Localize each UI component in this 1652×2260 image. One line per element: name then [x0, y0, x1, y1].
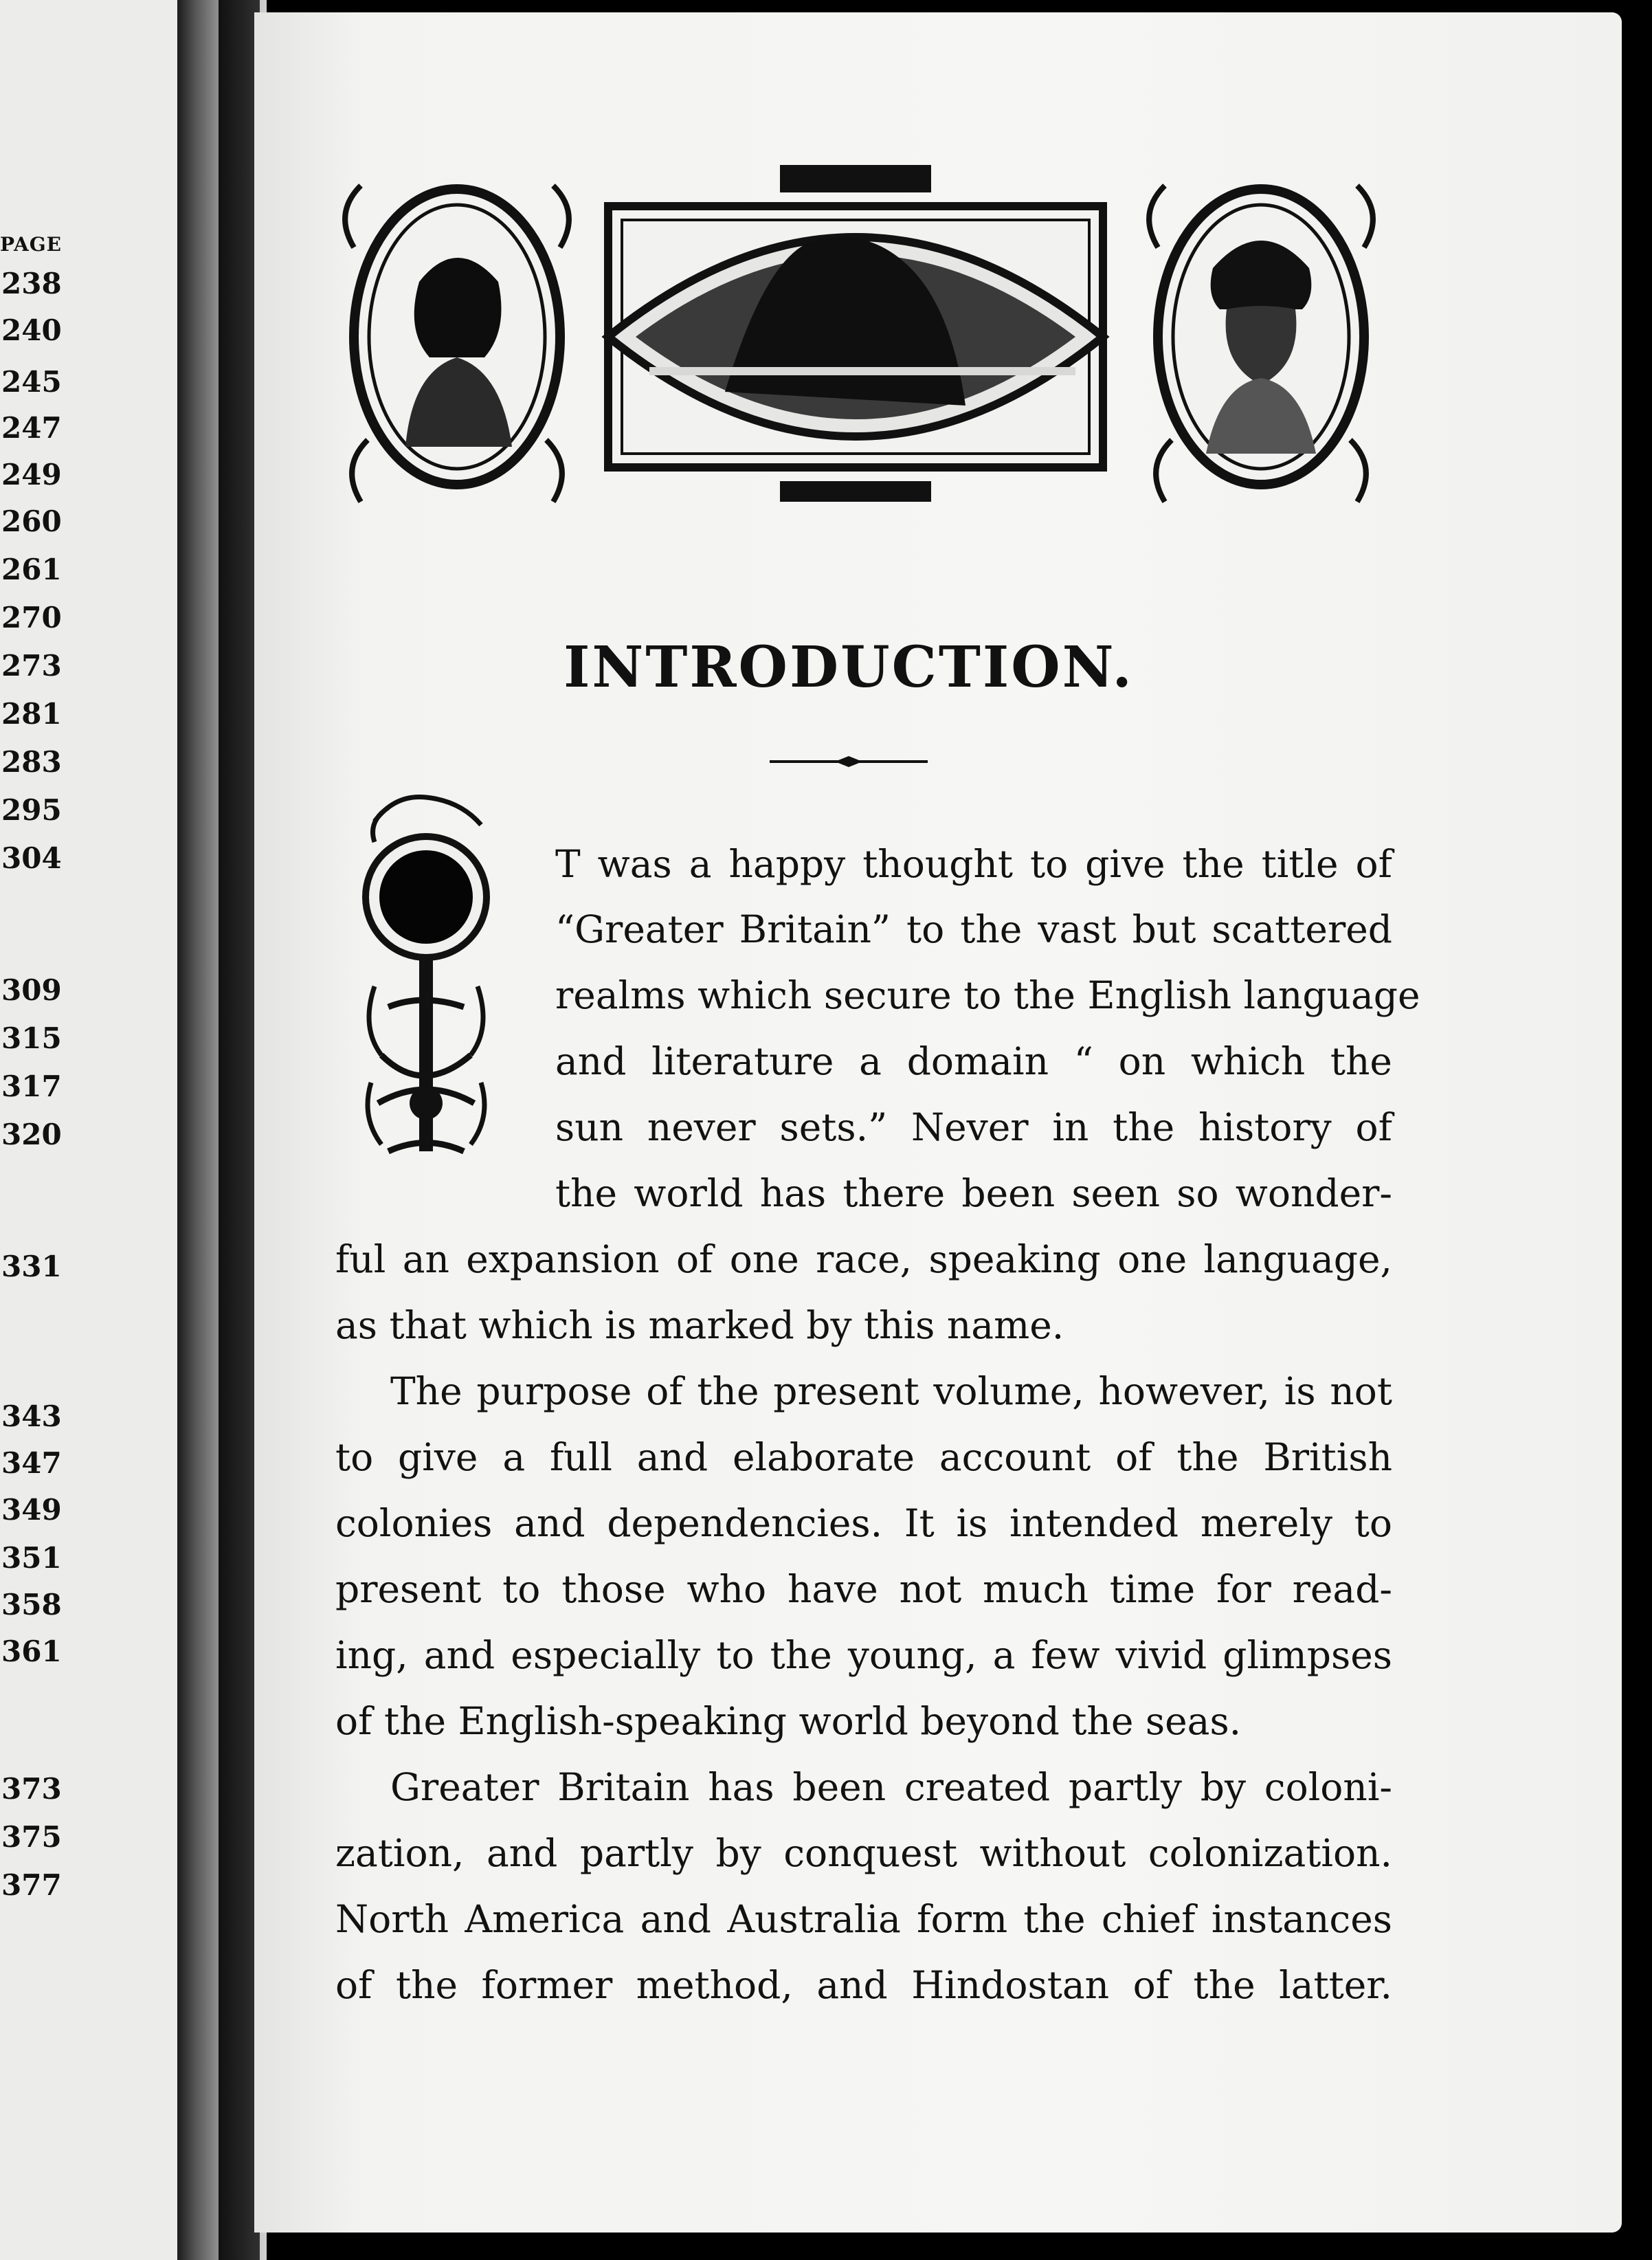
page-number: 358: [1, 1588, 62, 1621]
text-line: the world has there been seen so wonder-: [555, 1171, 1392, 1215]
page-number: 349: [1, 1493, 62, 1527]
text-line: North America and Australia form the chief instances: [335, 1897, 1392, 1941]
page-number: 247: [1, 411, 62, 445]
text-line: Greater Britain has been created partly by coloni-: [390, 1765, 1392, 1809]
page-number: 270: [1, 601, 62, 634]
central-landscape-vignette: [608, 165, 1103, 502]
page-number: 315: [1, 1021, 62, 1055]
page-number: 249: [1, 458, 62, 491]
text-line: and literature a domain “ on which the: [555, 1039, 1392, 1083]
right-portrait-medallion: [1149, 186, 1373, 502]
gutter-shadow: [219, 0, 260, 2260]
previous-page-edge: [0, 0, 177, 2260]
page-number: 261: [1, 553, 62, 586]
chapter-title: INTRODUCTION.: [563, 634, 1134, 700]
decorative-initial-I: [347, 780, 505, 1179]
page-number: 245: [1, 365, 62, 399]
page-number: 240: [1, 313, 62, 347]
text-line: of the former method, and Hindostan of the latter.: [335, 1963, 1392, 2007]
text-line: sun never sets.” Never in the history of: [555, 1105, 1392, 1149]
text-line: “Greater Britain” to the vast but scattered: [555, 907, 1392, 951]
page-number: 309: [1, 973, 62, 1007]
text-line: T was a happy thought to give the title of: [555, 842, 1392, 886]
page-number: 273: [1, 649, 62, 683]
page-number: 317: [1, 1070, 62, 1103]
text-line: The purpose of the present volume, however, is not: [390, 1369, 1392, 1413]
page-number: 281: [1, 697, 62, 731]
text-line: realms which secure to the English language: [555, 973, 1420, 1017]
page-column-label: PAGE: [0, 233, 62, 256]
page-number: 343: [1, 1399, 62, 1433]
header-ornament-illustration: [340, 165, 1378, 509]
page-number: 351: [1, 1541, 62, 1575]
page-number: 347: [1, 1446, 62, 1480]
page-number: 361: [1, 1635, 62, 1668]
text-line: ing, and especially to the young, a few vivid glimpses: [335, 1633, 1392, 1677]
page-number: 260: [1, 505, 62, 538]
left-portrait-medallion: [345, 186, 569, 502]
text-line: ful an expansion of one race, speaking one language,: [335, 1237, 1392, 1281]
page-number: 283: [1, 745, 62, 779]
page-number: 320: [1, 1118, 62, 1151]
page-number: 375: [1, 1820, 62, 1854]
page-number: 331: [1, 1250, 62, 1283]
page-number: 373: [1, 1772, 62, 1806]
text-line: as that which is marked by this name.: [335, 1303, 1064, 1347]
page-number: 304: [1, 841, 62, 875]
page-number: 295: [1, 793, 62, 827]
text-line: colonies and dependencies. It is intended merely to: [335, 1501, 1392, 1545]
title-ornament-rule: [770, 755, 928, 768]
page-number: 238: [1, 267, 62, 300]
text-line: zation, and partly by conquest without colonization.: [335, 1831, 1392, 1875]
text-line: of the English-speaking world beyond the seas.: [335, 1699, 1242, 1743]
text-line: to give a full and elaborate account of the British: [335, 1435, 1392, 1479]
page-number: 377: [1, 1868, 62, 1902]
text-line: present to those who have not much time for read-: [335, 1567, 1392, 1611]
